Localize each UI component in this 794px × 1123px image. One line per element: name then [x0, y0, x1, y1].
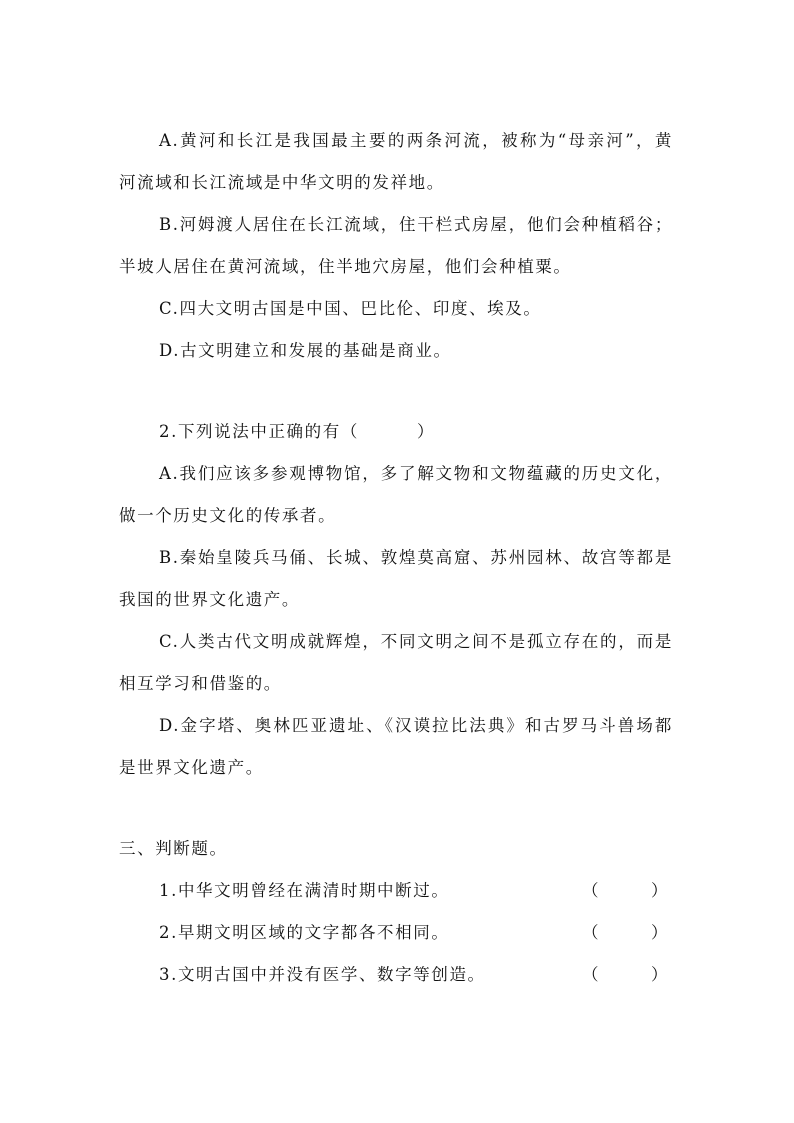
option-d: D.古文明建立和发展的基础是商业。: [159, 341, 452, 360]
q2-option-d-line2: 是世界文化遗产。: [119, 758, 264, 777]
question-2-stem: 2.下列说法中正确的有（: [159, 422, 359, 441]
judgment-item-1-open-paren: （: [582, 881, 599, 900]
q2-option-a-line2: 做一个历史文化的传承者。: [119, 506, 337, 525]
question-2-close-paren: ）: [417, 422, 434, 441]
q2-option-a-line1: A.我们应该多参观博物馆，多了解文物和文物蕴藏的历史文化，: [159, 464, 673, 483]
option-b-line1: B.河姆渡人居住在长江流域，住干栏式房屋，他们会种植稻谷；: [159, 215, 673, 234]
q2-option-c-line2: 相互学习和借鉴的。: [119, 674, 282, 693]
judgment-item-2: 2.早期文明区域的文字都各不相同。: [159, 923, 450, 942]
judgment-item-3-close-paren: ）: [651, 965, 668, 984]
q2-option-d-line1: D.金字塔、奥林匹亚遗址、《汉谟拉比法典》和古罗马斗兽场都: [159, 716, 673, 735]
q2-option-c-line1: C.人类古代文明成就辉煌，不同文明之间不是孤立存在的，而是: [159, 632, 673, 651]
option-a-line2: 河流域和长江流域是中华文明的发祥地。: [119, 173, 445, 192]
judgment-item-3: 3.文明古国中并没有医学、数字等创造。: [159, 965, 486, 984]
q2-option-b-line1: B.秦始皇陵兵马俑、长城、敦煌莫高窟、苏州园林、故宫等都是: [159, 548, 673, 567]
q2-option-b-line2: 我国的世界文化遗产。: [119, 590, 300, 609]
option-c: C.四大文明古国是中国、巴比伦、印度、埃及。: [159, 299, 542, 318]
judgment-item-1: 1.中华文明曾经在满清时期中断过。: [159, 881, 450, 900]
option-a-line1: A.黄河和长江是我国最主要的两条河流，被称为“母亲河”，黄: [159, 131, 673, 150]
judgment-item-2-close-paren: ）: [651, 923, 668, 942]
judgment-item-1-close-paren: ）: [651, 881, 668, 900]
section-3-heading: 三、判断题。: [119, 839, 228, 858]
judgment-item-2-open-paren: （: [582, 923, 599, 942]
option-b-line2: 半坡人居住在黄河流域，住半地穴房屋，他们会种植粟。: [119, 257, 572, 276]
judgment-item-3-open-paren: （: [582, 965, 599, 984]
